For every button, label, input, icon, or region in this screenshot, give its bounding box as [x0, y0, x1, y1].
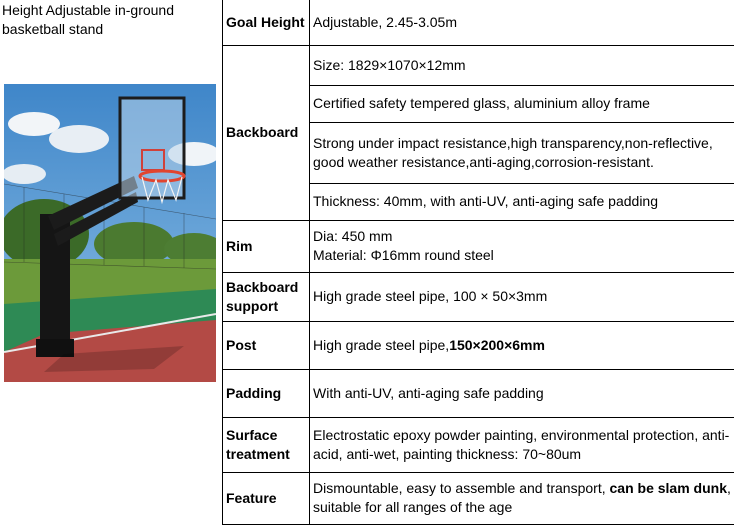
spec-value: [310, 321, 734, 369]
product-photo: [4, 84, 216, 382]
post-value-text: High grade steel pipe,: [313, 336, 450, 353]
spec-value: With anti-UV, anti-aging safe padding: [310, 369, 734, 417]
spec-value: Electrostatic epoxy powder painting, environmental protection, anti-acid, anti-wet, painting thickness: 70~80um: [310, 417, 734, 472]
spec-label: Rim: [223, 220, 310, 272]
spec-label: Padding: [223, 369, 310, 417]
spec-value: Thickness: 40mm, with anti-UV, anti-aging safe padding: [310, 183, 734, 220]
spec-label: Feature: [223, 472, 310, 524]
feature-text-end: , suitable for all ranges of the age: [313, 480, 731, 515]
spec-value: [310, 220, 734, 272]
basketball-stand-illustration: [4, 84, 216, 382]
spec-row-feature: [223, 472, 734, 524]
spec-value: [310, 472, 734, 524]
product-title: Height Adjustable in-ground basketball stand: [2, 2, 175, 37]
post-dimension: 150×200×6mm: [449, 336, 545, 353]
spec-value: Certified safety tempered glass, aluminium alloy frame: [310, 85, 734, 122]
spec-label: Backboard support: [223, 272, 310, 321]
spec-row-post: [223, 321, 734, 369]
spec-row-padding: [223, 369, 734, 417]
feature-highlight: can be slam dunk: [609, 480, 727, 496]
spec-label: Post: [223, 321, 310, 369]
specification-table: [222, 0, 734, 525]
rim-diameter: Dia: 450 mm: [313, 228, 393, 244]
spec-row-backboard-size: [223, 45, 734, 85]
spec-row-rim: [223, 220, 734, 272]
spec-row-surface-treatment: [223, 417, 734, 472]
spec-value: Strong under impact resistance,high transparency,non-reflective, good weather resistance,anti-aging,corrosion-resistant.: [310, 122, 734, 183]
spec-value: High grade steel pipe, 100 × 50×3mm: [310, 272, 734, 321]
spec-row-goal-height: [223, 0, 734, 45]
spec-label: Goal Height: [223, 0, 310, 45]
spec-label: Backboard: [223, 45, 310, 220]
feature-text: Dismountable, easy to assemble and transport,: [313, 480, 610, 496]
spec-label: Surface treatment: [223, 417, 310, 472]
spec-value: Size: 1829×1070×12mm: [310, 45, 734, 85]
product-column: [0, 0, 222, 526]
spec-row-backboard-support: [223, 272, 734, 321]
rim-material: Material: Φ16mm round steel: [313, 247, 494, 263]
spec-value: Adjustable, 2.45-3.05m: [310, 0, 734, 45]
